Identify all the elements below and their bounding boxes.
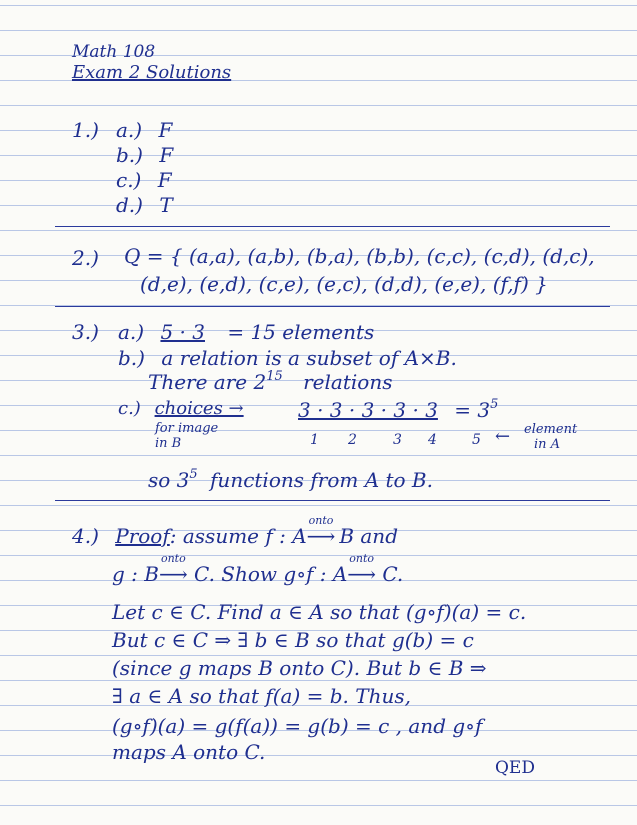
q4-number: 4.): [72, 524, 99, 548]
q3-c-image-1: for image: [155, 421, 219, 436]
separator-2: [55, 306, 610, 307]
q3-c-index-1: 1: [310, 432, 319, 448]
q4-line-2-pre: g : B: [112, 562, 159, 586]
q4-line-8: maps A onto C.: [112, 740, 266, 764]
q4-line-2: [112, 552, 404, 586]
q3-so-exponent: 5: [189, 467, 198, 482]
q3-number: 3.): [72, 320, 99, 344]
q1-d-value: T: [159, 193, 173, 217]
q3-c-arrow: ←: [495, 426, 511, 447]
q1-b-label: b.): [116, 143, 143, 167]
q3-c-element-2: in A: [534, 437, 561, 452]
q3-c-image-2: in B: [155, 436, 182, 451]
q3-part-a: [118, 322, 374, 342]
q3-so-post: functions from A to B.: [210, 468, 433, 492]
q4-line-3: Let c ∈ C. Find a ∈ A so that (g∘f)(a) = c.: [112, 600, 527, 624]
q4-line-7: (g∘f)(a) = g(f(a)) = g(b) = c , and g∘f: [112, 714, 483, 738]
onto-label-1: onto: [308, 514, 334, 527]
q3-c-element-1: element: [524, 422, 578, 437]
q3-c-equals: = 3: [454, 398, 491, 422]
course-title: Math 108: [72, 42, 156, 62]
onto-label-2: onto: [160, 552, 186, 565]
q3-so-pre: so 3: [148, 468, 190, 492]
separator-1: [55, 226, 610, 227]
onto-arrow-2: onto ⟶: [158, 552, 188, 586]
q3-a-result: = 15 elements: [227, 320, 375, 344]
q3-b-text: a relation is a subset of A×B.: [161, 346, 457, 370]
q3-c-label: c.): [118, 398, 141, 419]
q1-d-label: d.): [116, 193, 143, 217]
q3-a-label: a.): [118, 320, 145, 344]
q2-line-1: Q = { (a,a), (a,b), (b,a), (b,b), (c,c), (c,d), (d,c),: [124, 244, 595, 268]
separator-3: [55, 500, 610, 501]
q4-line-1-post: B and: [339, 524, 398, 548]
q3-c-choices: choices →: [154, 398, 244, 419]
q3-part-c: [118, 400, 244, 418]
q1-answer-a: [116, 120, 172, 140]
q2-number: 2.): [72, 246, 99, 270]
q1-number: 1.): [72, 118, 99, 142]
q4-line-5: (since g maps B onto C). But b ∈ B ⇒: [112, 656, 487, 680]
q3-c-index-5: 5: [472, 432, 481, 448]
q3-c-index-2: 2: [348, 432, 357, 448]
onto-arrow-3: onto ⟶: [347, 552, 376, 586]
q1-b-value: F: [159, 143, 174, 167]
q4-line-4: But c ∈ C ⇒ ∃ b ∈ B so that g(b) = c: [112, 628, 474, 652]
page-title: Exam 2 Solutions: [72, 62, 232, 83]
q1-answer-c: [116, 170, 172, 190]
q1-c-value: F: [157, 168, 172, 192]
q3-c-product: [298, 397, 499, 422]
q3-c-index-4: 4: [428, 432, 437, 448]
qed-mark: QED: [495, 758, 535, 778]
q2-line-2: (d,e), (e,d), (c,e), (e,c), (d,d), (e,e), (f,f) }: [140, 272, 548, 296]
q3-conclusion: [148, 467, 433, 492]
q3-b-post: relations: [303, 370, 393, 394]
q1-a-value: F: [158, 118, 173, 142]
q3-c-index-3: 3: [393, 432, 402, 448]
q4-line-1-pre: : assume f : A: [169, 524, 307, 548]
q1-answer-d: [116, 195, 173, 215]
q3-a-expr: 5 · 3: [160, 320, 205, 344]
q4-line-2-post: C.: [382, 562, 404, 586]
q3-b-label: b.): [118, 346, 145, 370]
q1-answer-b: [116, 145, 173, 165]
q4-proof-label: Proof: [115, 524, 170, 548]
q1-a-label: a.): [116, 118, 143, 142]
q3-b-exponent: 15: [266, 369, 283, 384]
q4-line-6: ∃ a ∈ A so that f(a) = b. Thus,: [112, 684, 411, 708]
q4-line-2-mid: C. Show g∘f : A: [193, 562, 348, 586]
q3-b-count: [148, 369, 393, 394]
onto-arrow-1: onto ⟶: [306, 514, 336, 548]
onto-label-3: onto: [349, 552, 375, 565]
q3-c-product-expr: 3 · 3 · 3 · 3 · 3: [298, 398, 438, 422]
q3-part-b: [118, 348, 457, 368]
q3-b-pre: There are 2: [148, 370, 267, 394]
q3-c-exponent: 5: [490, 397, 499, 412]
q4-line-1: [72, 514, 398, 548]
q1-c-label: c.): [116, 168, 142, 192]
